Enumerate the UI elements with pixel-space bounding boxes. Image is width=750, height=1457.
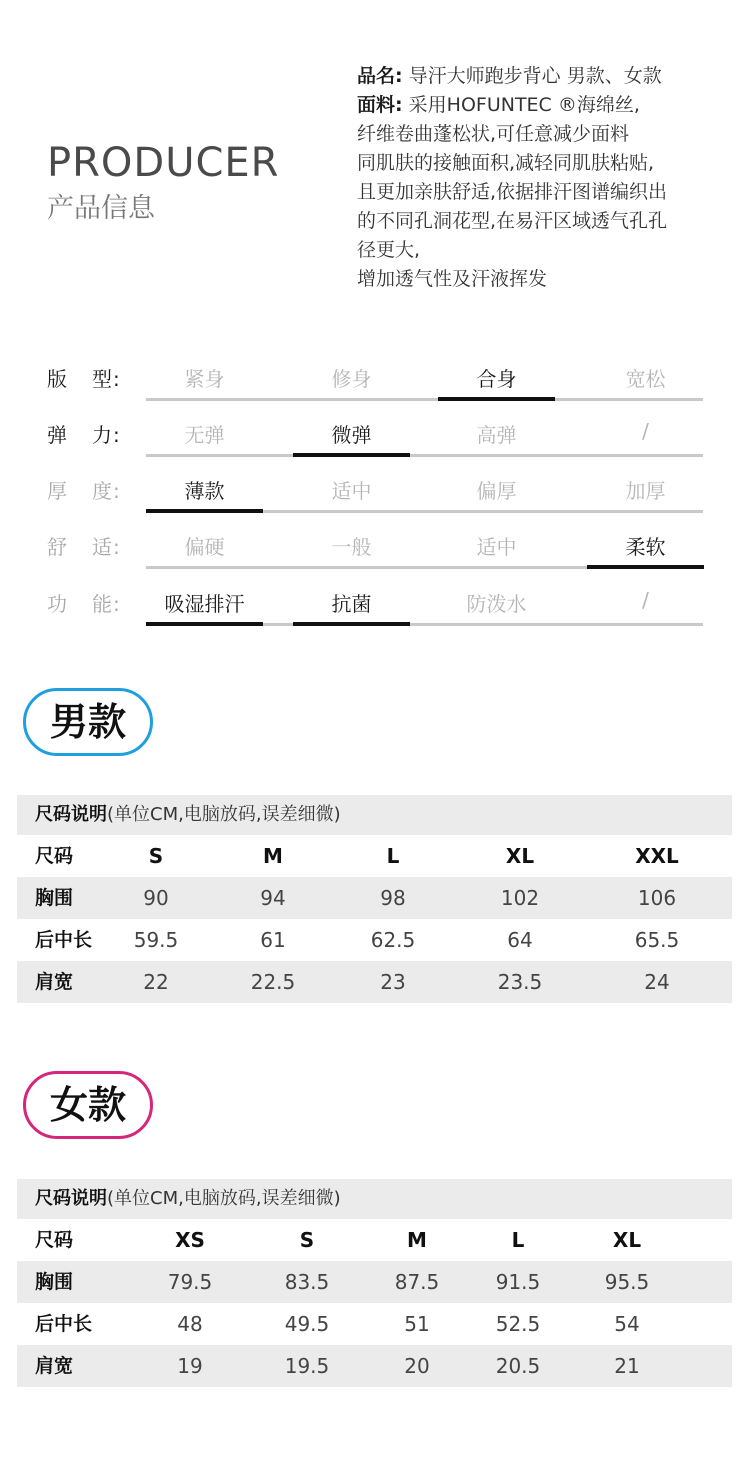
attribute-label — [47, 475, 121, 504]
row-label: 胸围 — [35, 1271, 74, 1293]
attribute-option: 吸湿排汗 — [164, 592, 245, 616]
producer-subtitle: 产品信息 — [47, 193, 155, 224]
product-name-line — [357, 62, 717, 91]
table-cell: 24 — [644, 970, 670, 994]
attribute-option: 适中 — [476, 535, 517, 559]
product-name-label: 品名: — [357, 65, 403, 87]
attribute-option: 一般 — [331, 535, 372, 559]
table-header-row — [17, 835, 732, 877]
fabric-line-5: 的不同孔洞花型,在易汗区域透气孔孔 — [357, 210, 668, 232]
attribute-option: 偏硬 — [184, 535, 225, 559]
fabric-line-6: 径更大, — [357, 239, 421, 261]
attribute-label-suffix: 型: — [92, 367, 121, 391]
attribute-selected-marker — [293, 453, 410, 457]
table-cell: 87.5 — [394, 1270, 440, 1294]
attribute-row — [0, 582, 750, 638]
size-caption-title: 尺码说明 — [35, 804, 107, 825]
table-cell: 49.5 — [284, 1312, 330, 1336]
attribute-label — [47, 419, 121, 448]
fabric-line-2: 纤维卷曲蓬松状,可任意减少面料 — [357, 123, 630, 145]
row-label: 后中长 — [35, 929, 93, 951]
attribute-label-char: 厚 — [47, 479, 68, 503]
size-header-cell: XXL — [635, 844, 679, 868]
size-caption-note: (单位CM,电脑放码,误差细微) — [107, 804, 341, 825]
table-cell: 65.5 — [634, 928, 680, 952]
table-cell: 20 — [404, 1354, 430, 1378]
table-cell: 90 — [143, 886, 169, 910]
table-cell: 51 — [404, 1312, 430, 1336]
table-cell: 22 — [143, 970, 169, 994]
table-cell: 94 — [260, 886, 286, 910]
fabric-line-4: 且更加亲肤舒适,依据排汗图谱编织出 — [357, 181, 668, 203]
attribute-label-suffix: 能: — [92, 592, 121, 616]
attribute-option: 修身 — [331, 367, 372, 391]
attribute-label-char: 弹 — [47, 423, 68, 447]
table-cell: 98 — [380, 886, 406, 910]
table-row — [17, 1303, 732, 1345]
table-cell: 23 — [380, 970, 406, 994]
table-row — [17, 1345, 732, 1387]
attribute-option: 薄款 — [184, 479, 225, 503]
size-header-cell: XL — [505, 844, 535, 868]
size-caption — [17, 1179, 732, 1219]
attribute-selected-marker — [438, 397, 555, 401]
attribute-option: 高弹 — [476, 423, 517, 447]
size-header-cell: M — [263, 844, 283, 868]
men-badge: 男款 — [23, 688, 153, 756]
fabric-line-3: 同肌肤的接触面积,减轻同肌肤粘贴, — [357, 152, 655, 174]
attribute-selected-marker — [146, 622, 263, 626]
women-badge: 女款 — [23, 1071, 153, 1139]
attribute-option: 柔软 — [625, 535, 666, 559]
table-row — [17, 919, 732, 961]
row-label: 胸围 — [35, 887, 74, 909]
table-cell: 21 — [614, 1354, 640, 1378]
attribute-track — [146, 398, 703, 401]
product-name-value: 导汗大师跑步背心 男款、女款 — [408, 65, 662, 87]
table-cell: 48 — [177, 1312, 203, 1336]
row-label: 后中长 — [35, 1313, 93, 1335]
table-row — [17, 1261, 732, 1303]
table-cell: 102 — [500, 886, 540, 910]
attribute-label — [47, 363, 121, 392]
attribute-selected-marker — [293, 622, 410, 626]
fabric-line-1: 采用HOFUNTEC ®海绵丝, — [408, 94, 640, 116]
attribute-label-char: 版 — [47, 367, 68, 391]
attribute-option: / — [642, 588, 649, 612]
row-label: 尺码 — [35, 1229, 74, 1251]
row-label: 尺码 — [35, 845, 74, 867]
attribute-option: 宽松 — [625, 367, 666, 391]
table-header-row — [17, 1219, 732, 1261]
table-cell: 23.5 — [497, 970, 543, 994]
fabric-line-7: 增加透气性及汗液挥发 — [357, 268, 548, 290]
attribute-option: / — [642, 419, 649, 443]
attribute-selected-marker — [146, 509, 263, 513]
attribute-row — [0, 525, 750, 581]
table-cell: 91.5 — [495, 1270, 541, 1294]
size-header-cell: L — [386, 844, 400, 868]
attribute-track — [146, 454, 703, 457]
size-caption-title: 尺码说明 — [35, 1188, 107, 1209]
attribute-option: 加厚 — [625, 479, 666, 503]
table-cell: 54 — [614, 1312, 640, 1336]
fabric-line — [357, 91, 717, 120]
attribute-label-suffix: 适: — [92, 535, 121, 559]
attribute-option: 偏厚 — [476, 479, 517, 503]
table-cell: 62.5 — [370, 928, 416, 952]
size-header-cell: L — [511, 1228, 525, 1252]
size-header-cell: S — [148, 844, 164, 868]
table-cell: 52.5 — [495, 1312, 541, 1336]
table-cell: 22.5 — [250, 970, 296, 994]
size-caption-note: (单位CM,电脑放码,误差细微) — [107, 1188, 341, 1209]
attribute-label-suffix: 度: — [92, 479, 121, 503]
attribute-option: 微弹 — [331, 423, 372, 447]
attribute-option: 防泼水 — [466, 592, 527, 616]
attribute-selected-marker — [587, 565, 704, 569]
size-caption — [17, 795, 732, 835]
table-cell: 83.5 — [284, 1270, 330, 1294]
women-size-table — [17, 1179, 732, 1387]
size-header-cell: XS — [175, 1228, 205, 1252]
producer-title: PRODUCER — [47, 140, 280, 186]
size-header-cell: S — [299, 1228, 315, 1252]
table-cell: 59.5 — [133, 928, 179, 952]
table-cell: 61 — [260, 928, 286, 952]
attribute-option: 抗菌 — [331, 592, 372, 616]
row-label: 肩宽 — [35, 1355, 74, 1377]
attribute-label-char: 舒 — [47, 535, 68, 559]
attribute-option: 适中 — [331, 479, 372, 503]
men-size-table — [17, 795, 732, 1003]
table-cell: 20.5 — [495, 1354, 541, 1378]
attribute-option: 无弹 — [184, 423, 225, 447]
table-cell: 106 — [637, 886, 677, 910]
fabric-label: 面料: — [357, 94, 403, 116]
attribute-row — [0, 413, 750, 469]
row-label: 肩宽 — [35, 971, 74, 993]
attribute-option: 紧身 — [184, 367, 225, 391]
size-header-cell: XL — [612, 1228, 642, 1252]
attribute-label-suffix: 力: — [92, 423, 121, 447]
attribute-option: 合身 — [476, 367, 517, 391]
table-cell: 95.5 — [604, 1270, 650, 1294]
table-row — [17, 877, 732, 919]
table-row — [17, 961, 732, 1003]
attribute-label-char: 功 — [47, 592, 68, 616]
attribute-label — [47, 531, 121, 560]
attribute-row — [0, 357, 750, 413]
product-info — [357, 62, 717, 294]
attribute-label — [47, 588, 121, 617]
table-cell: 19 — [177, 1354, 203, 1378]
size-header-cell: M — [407, 1228, 427, 1252]
table-cell: 64 — [507, 928, 533, 952]
table-cell: 19.5 — [284, 1354, 330, 1378]
attribute-row — [0, 469, 750, 525]
table-cell: 79.5 — [167, 1270, 213, 1294]
